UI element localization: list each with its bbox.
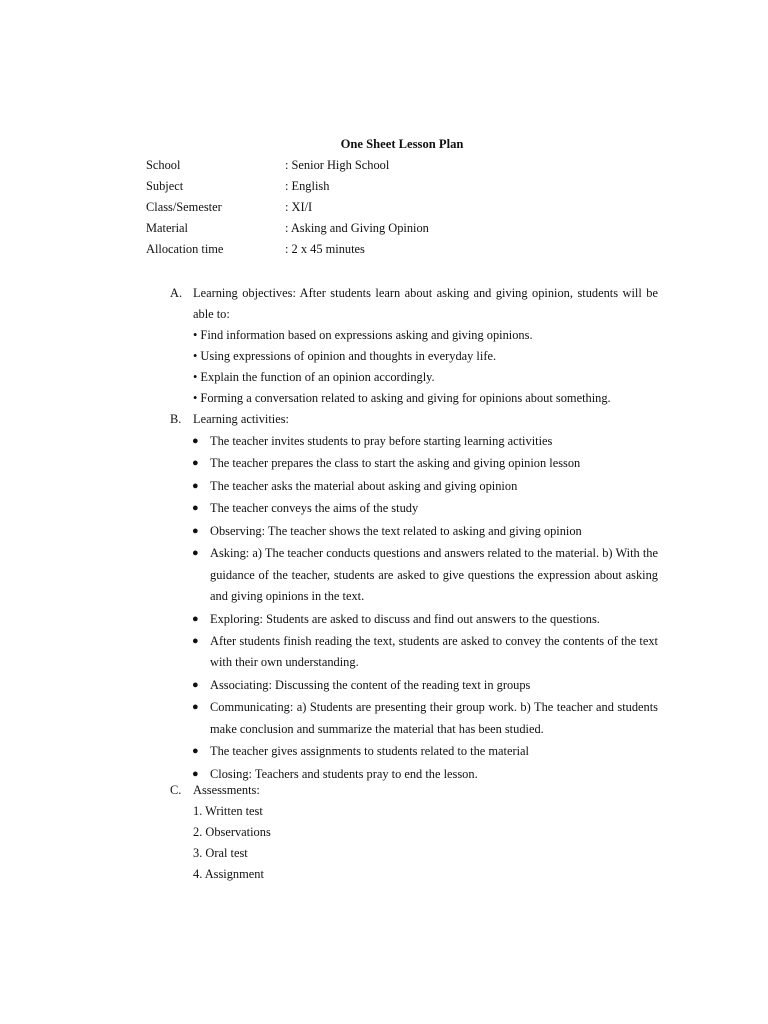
- list-item: 1. Written test: [193, 804, 263, 818]
- list-item-text: The teacher invites students to pray before starting learning activities: [210, 434, 553, 448]
- section-body: [193, 780, 658, 885]
- info-row-school: [146, 157, 666, 178]
- list-item: [193, 609, 658, 630]
- section-heading: Learning activities:: [193, 412, 289, 426]
- bullet-icon: ●: [192, 678, 199, 691]
- list-item: • Explain the function of an opinion accordingly.: [193, 370, 435, 384]
- bullet-icon: ●: [192, 547, 199, 560]
- list-item: 3. Oral test: [193, 846, 248, 860]
- section-letter: B.: [170, 412, 182, 426]
- info-row-material: [146, 220, 666, 241]
- bullet-icon: ●: [192, 479, 199, 492]
- list-item-text: The teacher prepares the class to start the asking and giving opinion lesson: [210, 456, 581, 471]
- list-item: [193, 631, 658, 674]
- list-item-text: Closing: Teachers and students pray to end the lesson.: [210, 766, 478, 781]
- info-label: School: [146, 158, 181, 172]
- list-item: • Forming a conversation related to asking and giving for opinions about something.: [193, 391, 611, 405]
- section-body: [193, 409, 658, 785]
- bullet-icon: ●: [192, 435, 199, 447]
- page-title: One Sheet Lesson Plan: [340, 137, 464, 151]
- info-row-subject: [146, 178, 666, 199]
- list-item-text: Communicating: a) Students are presenting their group work. b) The teacher and students make conclusion and summarize the material that has been studied.: [210, 700, 658, 736]
- section-learning-activities: [170, 409, 660, 786]
- list-item-text: The teacher gives assignments to students related to the material: [210, 744, 529, 759]
- list-item: 4. Assignment: [193, 867, 264, 881]
- list-item: [193, 521, 658, 542]
- bullet-icon: ●: [192, 612, 199, 625]
- info-row-class-semester: [146, 199, 666, 220]
- list-item-text: Observing: The teacher shows the text related to asking and giving opinion: [210, 523, 582, 538]
- list-item-text: The teacher asks the material about asking and giving opinion: [210, 478, 518, 493]
- section-heading: Learning objectives: After students learn about asking and giving opinion, students will be able to:: [193, 286, 658, 321]
- list-item-text: Exploring: Students are asked to discuss and find out answers to the questions.: [210, 611, 600, 626]
- list-item: • Using expressions of opinion and thoughts in everyday life.: [193, 349, 497, 363]
- info-value: : Asking and Giving Opinion: [285, 221, 429, 235]
- info-value: : XI/I: [285, 200, 313, 214]
- bullet-icon: ●: [192, 457, 199, 470]
- info-value: : 2 x 45 minutes: [285, 242, 365, 256]
- list-item-text: The teacher conveys the aims of the study: [210, 501, 419, 516]
- bullet-icon: ●: [192, 701, 199, 714]
- list-item: [193, 741, 658, 762]
- bullet-icon: ●: [192, 524, 199, 537]
- section-learning-objectives: [170, 283, 660, 409]
- bullet-icon: ●: [192, 502, 199, 515]
- list-item-text: Associating: Discussing the content of the reading text in groups: [210, 677, 531, 692]
- section-heading: Assessments:: [193, 783, 260, 797]
- list-item-text: After students finish reading the text, students are asked to convey the contents of the text with their own understanding.: [210, 633, 658, 670]
- list-item: 2. Observations: [193, 825, 271, 839]
- section-letter: A.: [170, 286, 183, 300]
- list-item: [193, 476, 658, 497]
- bullet-icon: ●: [192, 767, 199, 780]
- list-item: • Find information based on expressions asking and giving opinions.: [193, 328, 533, 342]
- bullet-icon: ●: [192, 745, 199, 758]
- info-row-allocation-time: [146, 241, 666, 262]
- list-item: [193, 498, 658, 519]
- list-item-text: Asking: a) The teacher conducts questions and answers related to the material. b) With the guidance of the teacher, students are asked to give questions the expression about asking and giving opinions in the text.: [210, 546, 658, 604]
- list-item: [193, 697, 658, 740]
- list-item: [193, 453, 658, 474]
- info-label: Class/Semester: [146, 200, 222, 214]
- list-item: [193, 675, 658, 696]
- info-label: Material: [146, 221, 188, 235]
- list-item: [193, 543, 658, 607]
- lesson-info: [146, 157, 666, 262]
- list-item: [193, 431, 658, 452]
- info-label: Allocation time: [146, 242, 224, 256]
- section-body: [193, 283, 658, 409]
- bullet-icon: ●: [192, 634, 199, 647]
- info-value: : English: [285, 179, 330, 193]
- section-assessments: [170, 780, 660, 885]
- info-value: : Senior High School: [285, 158, 390, 172]
- info-label: Subject: [146, 179, 184, 193]
- section-letter: C.: [170, 783, 182, 797]
